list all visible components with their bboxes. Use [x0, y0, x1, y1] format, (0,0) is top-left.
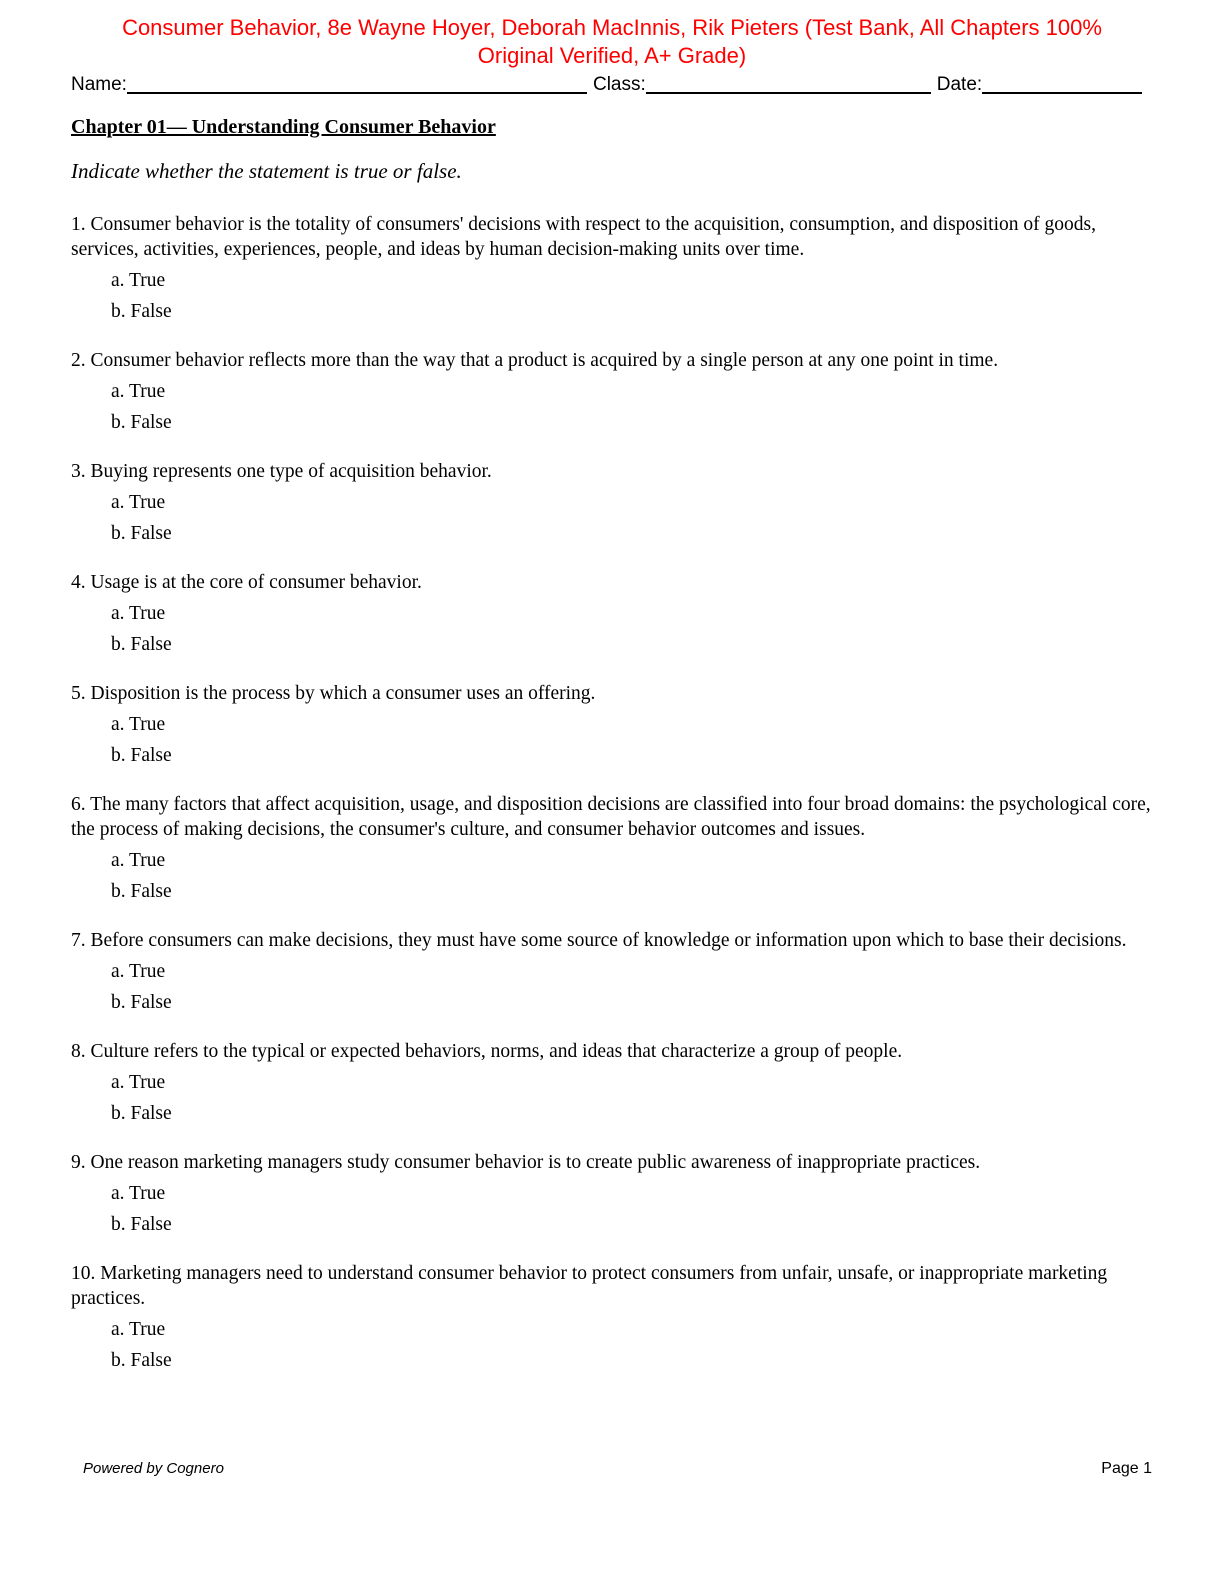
name-label: Name: [71, 74, 127, 95]
question-item [71, 681, 1151, 771]
question-number: 5. [71, 683, 86, 704]
question-number: 4. [71, 572, 86, 593]
question-item [71, 1039, 1151, 1129]
instructions: Indicate whether the statement is true or false. [71, 159, 462, 183]
class-blank [646, 72, 931, 94]
option-true: a. True [111, 1183, 166, 1204]
option-true: a. True [111, 381, 166, 402]
option-false: b. False [111, 1350, 172, 1371]
answer-options [111, 487, 1151, 549]
document-title [60, 14, 1164, 70]
question-text [71, 1261, 1151, 1311]
question-number: 8. [71, 1041, 86, 1062]
option-true: a. True [111, 1319, 166, 1340]
question-text [71, 459, 1151, 484]
question-number: 9. [71, 1152, 86, 1173]
answer-options [111, 845, 1151, 907]
question-item [71, 1261, 1151, 1376]
option-false: b. False [111, 634, 172, 655]
question-body: Before consumers can make decisions, they must have some source of knowledge or information upon which to base their decisions. [90, 930, 1127, 951]
question-text [71, 212, 1151, 262]
date-blank [982, 72, 1142, 94]
option-true: a. True [111, 603, 166, 624]
question-text [71, 1150, 1151, 1175]
question-item [71, 348, 1151, 438]
answer-options [111, 598, 1151, 660]
question-number: 3. [71, 461, 86, 482]
option-true: a. True [111, 961, 166, 982]
name-blank [127, 72, 587, 94]
question-text [71, 1039, 1151, 1064]
option-false: b. False [111, 412, 172, 433]
question-body: Buying represents one type of acquisition behavior. [90, 461, 492, 482]
document-title-line-1: Consumer Behavior, 8e Wayne Hoyer, Deborah MacInnis, Rik Pieters (Test Bank, All Chapters 100% [122, 15, 1102, 40]
option-false: b. False [111, 881, 172, 902]
question-item [71, 570, 1151, 660]
option-true: a. True [111, 1072, 166, 1093]
option-false: b. False [111, 992, 172, 1013]
question-number: 2. [71, 350, 86, 371]
question-item [71, 928, 1151, 1018]
question-body: Disposition is the process by which a consumer uses an offering. [90, 683, 596, 704]
question-body: Culture refers to the typical or expected behaviors, norms, and ideas that characterize a group of people. [90, 1041, 903, 1062]
question-text [71, 348, 1151, 373]
question-number: 6. [71, 794, 86, 815]
question-body: The many factors that affect acquisition, usage, and disposition decisions are classified into four broad domains: the psychological core, the process of making decisions, the consumer's culture, and consumer behavior outcomes and issues. [71, 794, 1151, 840]
answer-options [111, 709, 1151, 771]
question-item [71, 212, 1151, 327]
answer-options [111, 1067, 1151, 1129]
student-info-line [71, 72, 1142, 96]
page-number: Page 1 [1101, 1460, 1152, 1477]
answer-options [111, 1314, 1151, 1376]
option-true: a. True [111, 850, 166, 871]
option-true: a. True [111, 270, 166, 291]
question-number: 10. [71, 1263, 96, 1284]
question-item [71, 792, 1151, 907]
question-item [71, 459, 1151, 549]
question-text [71, 928, 1151, 953]
question-item [71, 1150, 1151, 1240]
chapter-heading: Chapter 01— Understanding Consumer Behavior [71, 116, 496, 138]
option-true: a. True [111, 492, 166, 513]
question-body: Usage is at the core of consumer behavior. [90, 572, 422, 593]
question-body: Marketing managers need to understand consumer behavior to protect consumers from unfair, unsafe, or inappropriate marketing practices. [71, 1263, 1108, 1309]
answer-options [111, 1178, 1151, 1240]
option-false: b. False [111, 523, 172, 544]
answer-options [111, 956, 1151, 1018]
document-title-line-2: Original Verified, A+ Grade) [477, 43, 747, 68]
question-text [71, 681, 1151, 706]
powered-by: Powered by Cognero [83, 1460, 224, 1477]
class-label: Class: [592, 74, 646, 95]
question-body: Consumer behavior reflects more than the way that a product is acquired by a single person at any one point in time. [90, 350, 999, 371]
option-false: b. False [111, 1214, 172, 1235]
question-body: Consumer behavior is the totality of consumers' decisions with respect to the acquisition, consumption, and disposition of goods, services, activities, experiences, people, and ideas by human decision-making units over time. [71, 214, 1096, 260]
question-number: 7. [71, 930, 86, 951]
question-list [71, 212, 1151, 1397]
question-text [71, 792, 1151, 842]
question-body: One reason marketing managers study consumer behavior is to create public awareness of inappropriate practices. [90, 1152, 981, 1173]
question-number: 1. [71, 214, 86, 235]
date-label: Date: [936, 74, 983, 95]
question-text [71, 570, 1151, 595]
option-false: b. False [111, 745, 172, 766]
option-false: b. False [111, 301, 172, 322]
answer-options [111, 376, 1151, 438]
option-false: b. False [111, 1103, 172, 1124]
answer-options [111, 265, 1151, 327]
option-true: a. True [111, 714, 166, 735]
